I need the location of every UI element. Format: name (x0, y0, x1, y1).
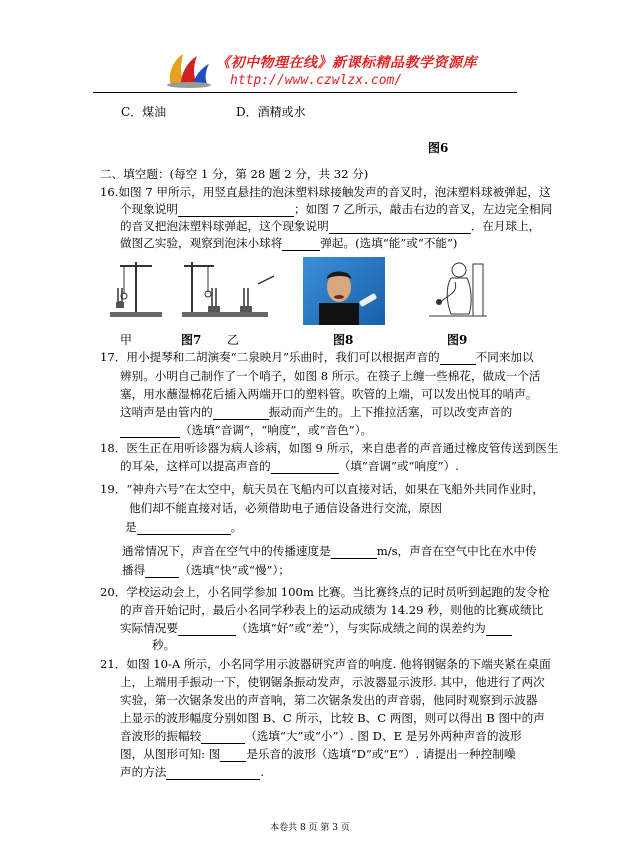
q19-text: 。 (230, 520, 243, 534)
q19-line3 (125, 519, 242, 535)
figure-6-label: 图6 (428, 141, 449, 155)
q21-text: （选填“大”或“小”）. 图 D、E 是另外两种声音的波形 (245, 729, 522, 743)
figure-7-yi-illustration (178, 258, 282, 320)
figure-8-photo (303, 257, 385, 325)
q16-text: 弹起。(选填“能”或“不能”) (320, 236, 458, 250)
q17-line4 (120, 404, 512, 420)
q16-line1: 16.如图 7 甲所示，用竖直悬挂的泡沫塑料球接触发声的音叉时，泡沫塑料球被弹起，这 (100, 185, 551, 199)
q21-line5 (120, 728, 522, 744)
q17-text: 不同来加以 (475, 350, 534, 364)
q20-text: （选填“好”或“差”），与实际成绩之间的误差约为 (235, 621, 486, 635)
q16-line3 (120, 218, 540, 234)
q21-line4: 上显示的波形幅度分别如图 B、C 所示，比较 B、C 两图，则可以得出 B 图中的声 (120, 711, 545, 725)
q16-text: 的音叉把泡沫塑料球弹起，这个现象说明 (120, 219, 329, 233)
q19-line2: 他们却不能直接对话，必须借助电子通信设备进行交流，原因 (129, 501, 443, 515)
q19-blank-2[interactable] (331, 546, 377, 559)
figure-7-label: 图7 (181, 333, 202, 347)
q17-line2: 辨别。小明自己制作了一个哨子，如图 8 所示。在筷子上缠一些棉花，做成一个活 (120, 369, 541, 383)
q20-line1: 20．学校运动会上，小名同学参加 100m 比赛。当比赛终点的记时员听到起跑的发令枪 (100, 585, 550, 599)
q17-text: 17．用小提琴和二胡演奏“二泉映月”乐曲时，我们可以根据声音的 (100, 350, 440, 364)
q17-line1 (100, 349, 534, 365)
q19-text: 是 (125, 520, 137, 534)
q19-text: （选填“快”或“慢”）； (179, 563, 290, 577)
q16-text: 做图乙实验，观察到泡沫小球将 (120, 236, 283, 250)
page-footer: 本卷共 8 页 第 3 页 (270, 823, 350, 833)
option-c: C．煤油 (121, 105, 167, 119)
q18-text: （填“音调”或“响度”）. (338, 459, 459, 473)
q16-blank-3[interactable] (282, 238, 320, 251)
q21-line6 (120, 746, 515, 762)
q18-blank-1[interactable] (271, 461, 339, 474)
header-title: 《初中物理在线》新课标精品教学资源库 (216, 55, 477, 71)
q21-blank-3[interactable] (166, 767, 260, 780)
q21-text: . (260, 765, 265, 779)
q21-blank-1[interactable] (201, 731, 245, 744)
q21-line2: 上，上端用手振动一下，使钢锯条振动发声，示波器显示波形. 其中，他进行了两次 (120, 675, 545, 689)
q20-text: 实际情况要 (120, 621, 178, 635)
q19-line5 (122, 562, 290, 578)
q19-blank-1[interactable] (137, 522, 231, 535)
q16-line4 (120, 235, 457, 251)
q20-line2: 的声音开始记时，最后小名同学秒表上的运动成绩为 14.29 秒，则他的比赛成绩比 (120, 603, 544, 617)
section-two-heading: 二、填空题：(每空 1 分，第 28 题 2 分，共 32 分) (100, 167, 369, 181)
option-d: D．酒精或水 (236, 105, 306, 119)
q17-line5 (120, 422, 372, 438)
q17-text: （选填“音调”，“响度”，或“音色”）。 (180, 423, 373, 437)
q21-line3: 实验，第一次锯条发出的声音响，第二次锯条发出的声音弱，他同时观察到示波器 (120, 693, 538, 707)
q19-blank-3[interactable] (145, 565, 179, 578)
q21-text: 是乐音的波形（选填“D”或“E”）. 请提出一种控制噪 (246, 747, 516, 761)
q16-text: ；如图 7 乙所示，敲击右边的音叉，左边完全相同 (293, 202, 553, 216)
q21-text: 图，从图形可知: 图 (120, 747, 221, 761)
q19-text: 播得 (122, 563, 146, 577)
figure-7-jia-illustration (106, 258, 166, 320)
figure-7-jia-label: 甲 (120, 333, 133, 347)
q17-text: 振动而产生的。上下推拉活塞，可以改变声音的 (268, 405, 513, 419)
q19-text: 通常情况下，声音在空气中的传播速度是 (122, 544, 331, 558)
q20-line4: 秒。 (152, 638, 176, 652)
q16-text: 个现象说明 (120, 202, 178, 216)
boy-with-whistle-icon (303, 257, 385, 325)
q20-line3 (120, 620, 512, 636)
q17-line3: 塞，用水蘸湿棉花后插入两端开口的塑料管。吹管的上端，可以发出悦耳的哨声。 (120, 387, 538, 401)
q19-text: m/s，声音在空气中比在水中传 (376, 544, 537, 558)
q21-line7 (120, 764, 264, 780)
figure-8-label: 图8 (333, 333, 354, 347)
q19-line1: 19．“神舟六号”在太空中，航天员在飞船内可以直接对话，如果在飞船外共同作业时， (100, 482, 544, 496)
header-url[interactable]: http://www.czwlzx.com/ (230, 73, 403, 88)
q17-text: 这哨声是由管内的 (120, 405, 213, 419)
q21-text: 音波形的振幅较 (120, 729, 202, 743)
q19-line4 (122, 543, 537, 559)
q17-blank-2[interactable] (213, 407, 269, 420)
q18-line2 (120, 458, 459, 474)
q21-blank-2[interactable] (220, 749, 246, 762)
q21-line1: 21．如图 10-A 所示，小名同学用示波器研究声音的响度. 他将钢锯条的下端夹紧在桌面 (100, 657, 551, 671)
figure-7-yi-label: 乙 (227, 333, 240, 347)
q16-line2 (120, 201, 552, 217)
publisher-logo-icon (163, 48, 213, 90)
q17-blank-3[interactable] (120, 425, 180, 438)
figure-9-label: 图9 (447, 333, 468, 347)
figure-9-illustration (425, 258, 491, 320)
q16-blank-1[interactable] (178, 204, 294, 217)
q20-blank-2[interactable] (486, 623, 512, 636)
q21-text: 声的方法 (120, 765, 167, 779)
q16-text: ．在月球上， (470, 219, 541, 233)
q17-blank-1[interactable] (440, 352, 476, 365)
header-divider (93, 92, 517, 93)
q16-blank-2[interactable] (329, 221, 471, 234)
q20-blank-1[interactable] (178, 623, 236, 636)
q18-line1: 18．医生正在用听诊器为病人诊病，如图 9 所示，来自患者的声音通过橡皮管传送到医生 (100, 441, 559, 455)
q18-text: 的耳朵，这样可以提高声音的 (120, 459, 271, 473)
